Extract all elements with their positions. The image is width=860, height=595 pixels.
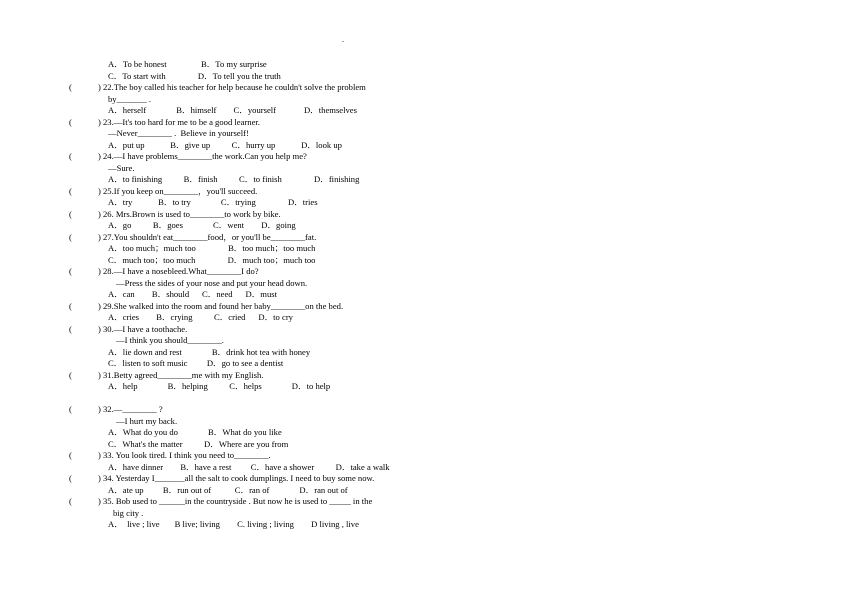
option-line: A．cries B．crying C．cried D．to cry: [108, 312, 293, 322]
answer-blank-paren: (: [69, 209, 72, 219]
header-mark: .: [342, 35, 344, 44]
question-text: ) 33. You look tired. I think you need to________.: [98, 450, 271, 460]
question-text: ) 32.—________ ?: [98, 404, 163, 414]
option-line: C．To start with D．To tell you the truth: [108, 71, 281, 81]
option-line: C．What's the matter D．Where are you from: [108, 439, 289, 449]
option-line: —Never________ . Believe in yourself!: [108, 128, 249, 138]
option-line: A．ate up B．run out of C．ran of D．ran out of: [108, 485, 348, 495]
question-text: ) 25.If you keep on________，you'll succeed.: [98, 186, 258, 196]
option-line: C．much too；too much D．much too；much too: [108, 255, 316, 265]
answer-blank-paren: (: [69, 117, 72, 127]
option-line: A．to finishing B．finish C．to finish D．finishing: [108, 174, 360, 184]
option-line: A． live ; live B live; living C. living ; living D living , live: [108, 519, 359, 529]
answer-blank-paren: (: [69, 151, 72, 161]
question-text: ) 28.—I have a nosebleed.What________I do?: [98, 266, 259, 276]
option-line: A．lie down and rest B．drink hot tea with honey: [108, 347, 311, 357]
question-text: ) 22.The boy called his teacher for help because he couldn't solve the problem: [98, 82, 366, 92]
option-line: A．too much；much too B．too much；too much: [108, 243, 316, 253]
option-line: —I hurt my back.: [116, 416, 178, 426]
question-text: ) 35. Bob used to ______in the countryside . But now he is used to _____ in the: [98, 496, 373, 506]
answer-blank-paren: (: [69, 473, 72, 483]
answer-blank-paren: (: [69, 266, 72, 276]
option-line: A．herself B．himself C．yourself D．themselves: [108, 105, 357, 115]
option-line: A．try B．to try C．trying D．tries: [108, 197, 318, 207]
question-text: ) 34. Yesterday I_______all the salt to cook dumplings. I need to buy some now.: [98, 473, 375, 483]
question-text: ) 23.—It's too hard for me to be a good learner.: [98, 117, 260, 127]
question-text: ) 29.She walked into the room and found her baby________on the bed.: [98, 301, 344, 311]
option-line: A．What do you do B．What do you like: [108, 427, 282, 437]
option-line: —Sure.: [108, 163, 135, 173]
answer-blank-paren: (: [69, 450, 72, 460]
option-line: big city .: [113, 508, 144, 518]
option-line: A．have dinner B．have a rest C．have a shower D．take a walk: [108, 462, 390, 472]
option-line: by_______ .: [108, 94, 151, 104]
answer-blank-paren: (: [69, 301, 72, 311]
answer-blank-paren: (: [69, 186, 72, 196]
answer-blank-paren: (: [69, 404, 72, 414]
option-line: A．To be honest B．To my surprise: [108, 59, 267, 69]
answer-blank-paren: (: [69, 370, 72, 380]
option-line: A．help B．helping C．helps D．to help: [108, 381, 331, 391]
option-line: —Press the sides of your nose and put your head down.: [116, 278, 308, 288]
option-line: —I think you should________.: [116, 335, 224, 345]
question-text: ) 26. Mrs.Brown is used to________to work by bike.: [98, 209, 281, 219]
question-text: ) 24.—I have problems________the work.Can you help me?: [98, 151, 307, 161]
option-line: C．listen to soft music D．go to see a dentist: [108, 358, 284, 368]
answer-blank-paren: (: [69, 232, 72, 242]
question-text: ) 30.—I have a toothache.: [98, 324, 188, 334]
answer-blank-paren: (: [69, 82, 72, 92]
question-text: ) 27.You shouldn't eat________food，or you'll be________fat.: [98, 232, 317, 242]
option-line: A．put up B．give up C．hurry up D．look up: [108, 140, 342, 150]
question-text: ) 31.Betty agreed________me with my English.: [98, 370, 264, 380]
answer-blank-paren: (: [69, 496, 72, 506]
option-line: A．go B．goes C．went D．going: [108, 220, 296, 230]
answer-blank-paren: (: [69, 324, 72, 334]
option-line: A．can B．should C．need D．must: [108, 289, 278, 299]
